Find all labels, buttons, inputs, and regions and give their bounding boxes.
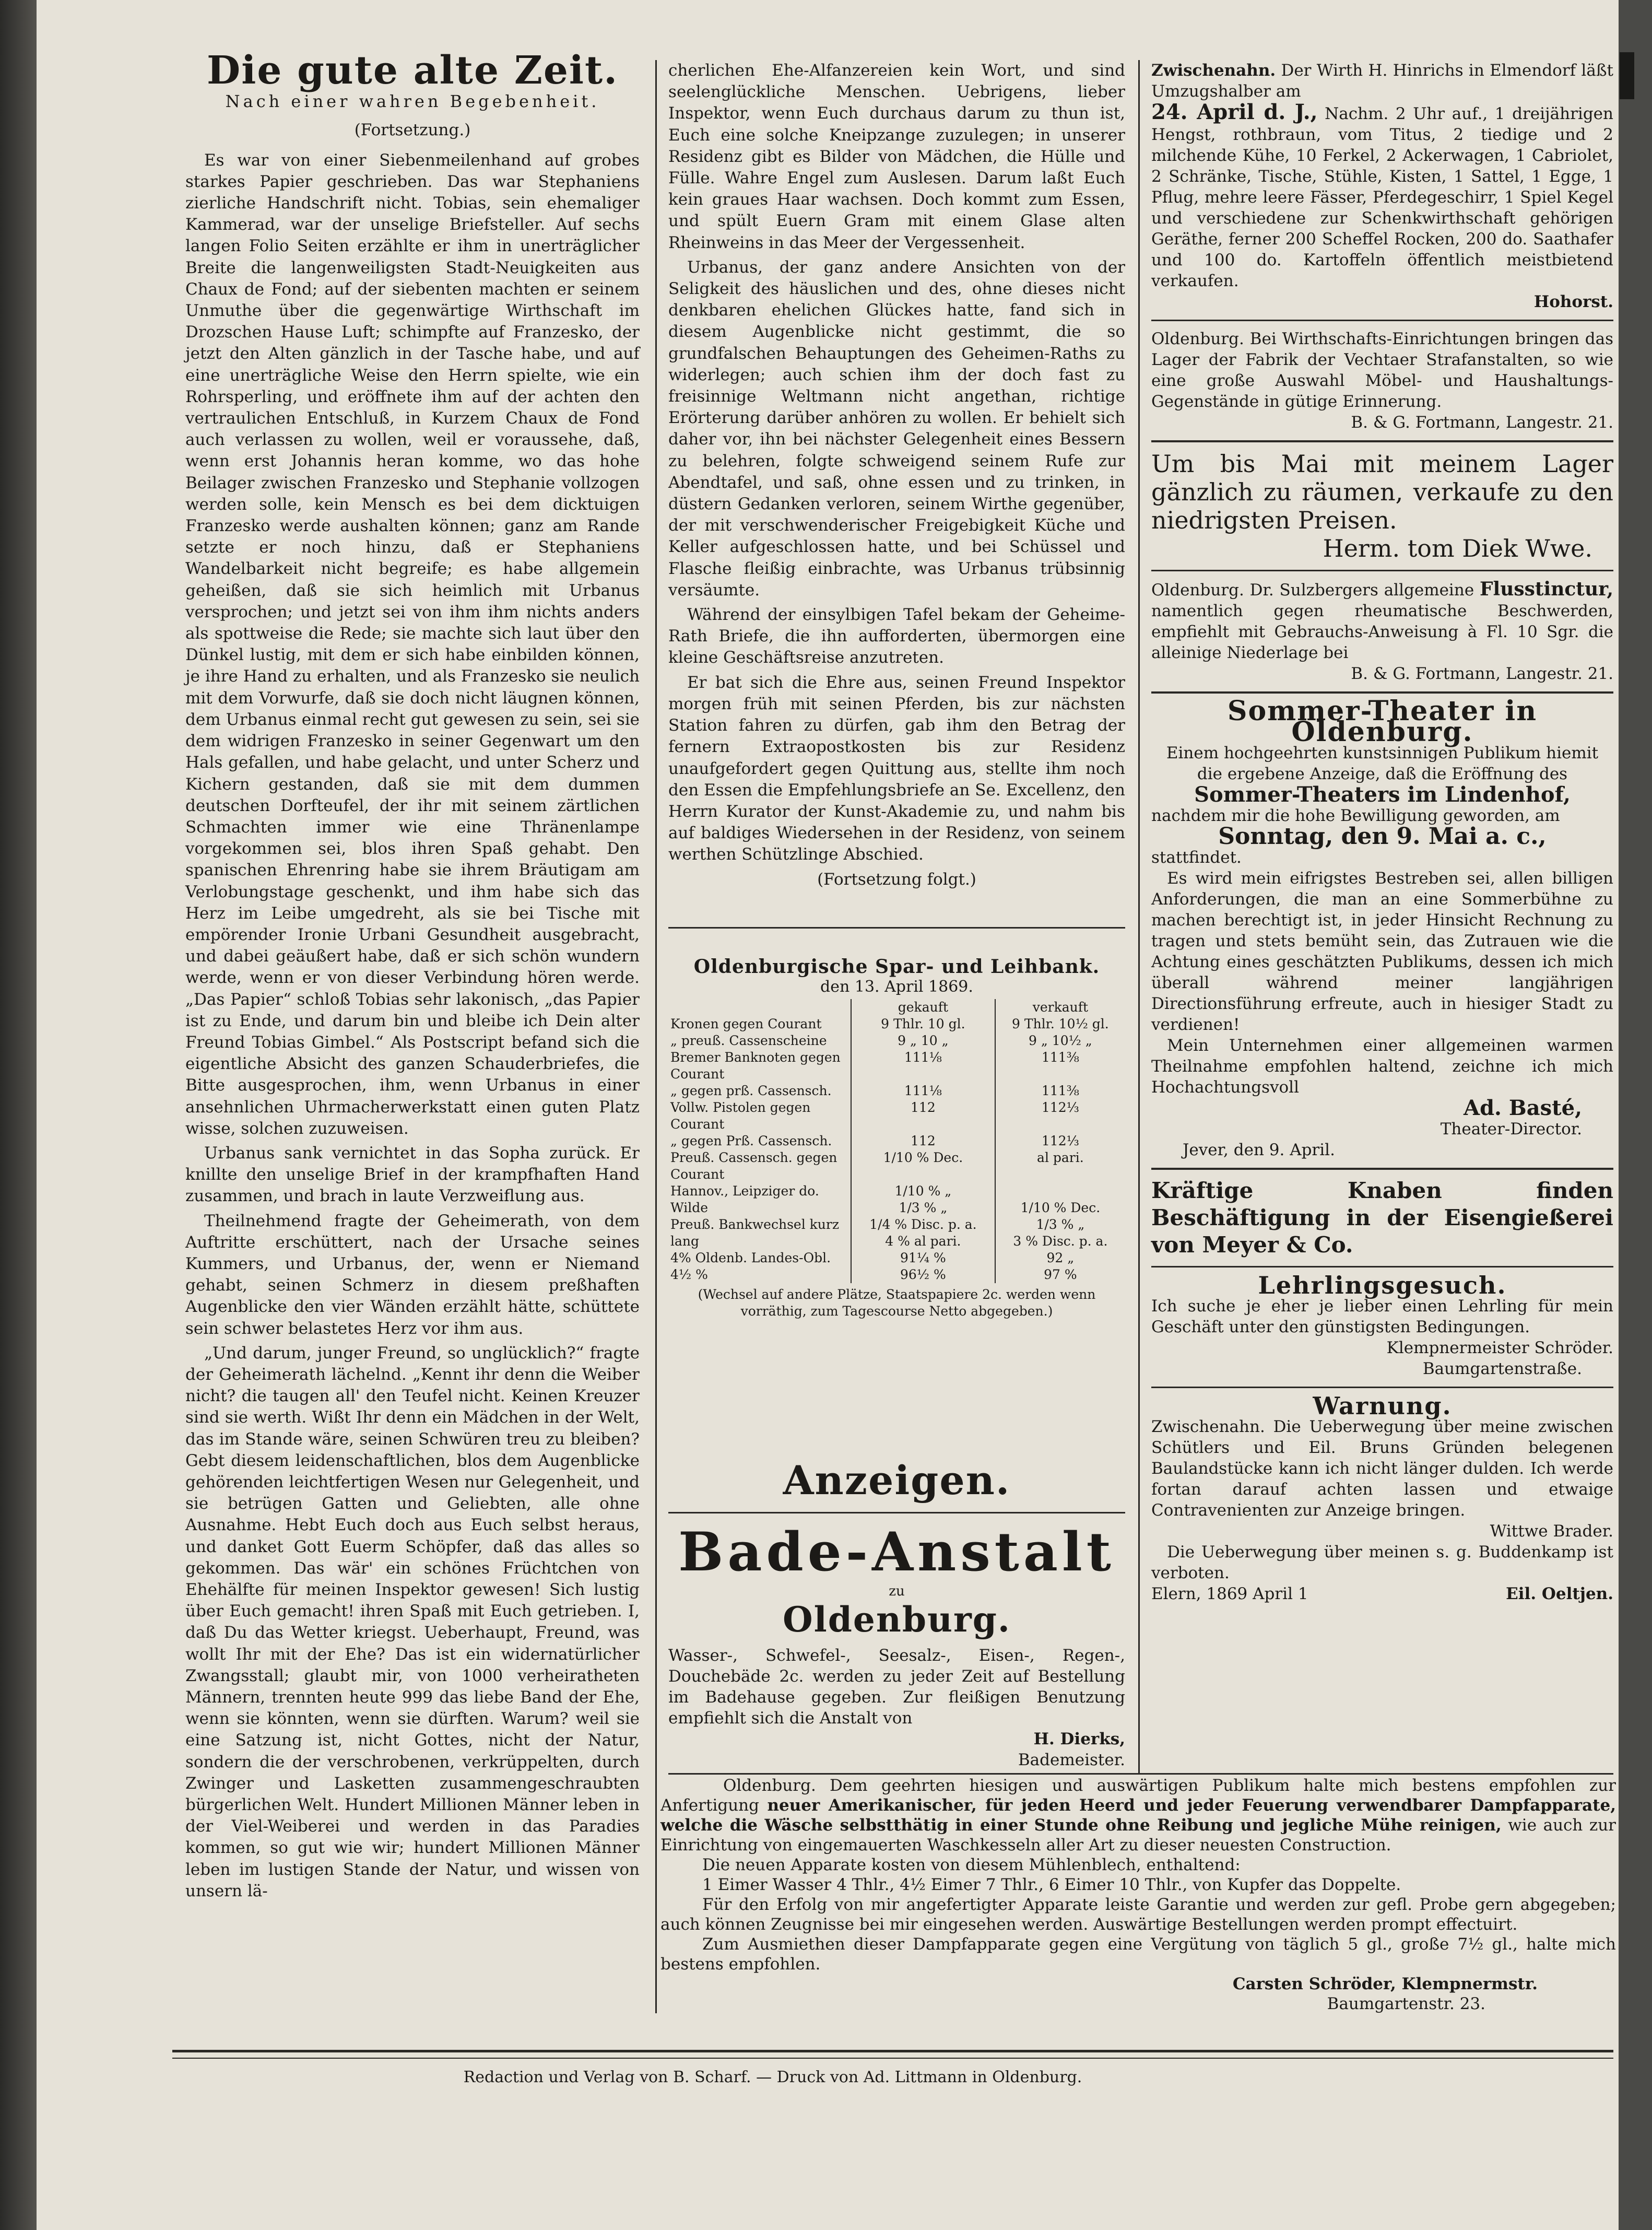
- dampf-text5: Für den Erfolg von mir angefertigter Apparate leiste Garantie und werden zur gefl. Probe gern abgegeben; auch können Zeugnisse bei mir eingesehen werden. Auswärtige Bestellungen werden prompt effectuirt.: [660, 1895, 1616, 1934]
- story-paragraph: Während der einsylbigen Tafel bekam der Geheime-Rath Briefe, die ihn aufforderten, übermorgen eine kleine Geschäftsreise anzutreten.: [668, 605, 1125, 667]
- row-sold: 111⅜: [995, 1049, 1125, 1083]
- row-bought: 1/3 % „: [851, 1200, 995, 1216]
- dampf-bold1: neuer Amerikanischer, für jeden Heerd und jeder Feuerung verwendbarer Dampfapparate, welche die Wäsche selbstthätig in einer Stunde ohne Reibung und jegliche Mühe reinigen,: [660, 1796, 1616, 1835]
- row-sold: 1/3 % „: [995, 1216, 1125, 1233]
- row-name: Bremer Banknoten gegen Courant: [670, 1050, 841, 1082]
- lehr-address: Baumgartenstraße.: [1422, 1359, 1582, 1378]
- theater-text5: Mein Unternehmen einer allgemeinen warmen Theilnahme empfohlen haltend, zeichne ich mich Hochachtungsvoll: [1151, 1036, 1613, 1097]
- table-row: [668, 1216, 1125, 1233]
- row-bought: 96½ %: [851, 1266, 995, 1283]
- row-bought: 112: [851, 1099, 995, 1133]
- row-name: 4% Oldenb. Landes-Obl.: [670, 1250, 831, 1265]
- theater-place: Jever, den 9. April.: [1183, 1141, 1335, 1159]
- row-name: lang: [670, 1234, 700, 1249]
- sulz-text1: Oldenburg. Dr. Sulzbergers allgemeine: [1151, 581, 1474, 600]
- row-sold: 111⅜: [995, 1083, 1125, 1099]
- theater-text2: nachdem mir die hohe Bewilligung geworden, am: [1151, 806, 1560, 825]
- story-paragraph: Er bat sich die Ehre aus, seinen Freund Inspektor morgen früh mit seinen Pferden, bis zur nächsten Station fahren zu dürfen, gab ihm den Betrag der fernern Extraopostkosten bis zur Residenz unaufgefordert gegen Quittung aus, stellte ihm noch den Essen die Empfehlungsbriefe an Se. Excellenz, den Herrn Kurator der Kunst-Akademie zu, und nahm bis auf baldiges Wiedersehen in der Residenz, von seinem werthen Schützlinge Abschied.: [668, 673, 1125, 864]
- row-name: Wilde: [670, 1200, 709, 1215]
- bank-title: Oldenburgische Spar- und Leihbank.: [693, 956, 1100, 978]
- bade-title: Bade-Anstalt: [678, 1521, 1115, 1583]
- row-sold: 9 Thlr. 10½ gl.: [995, 1016, 1125, 1032]
- table-row: [668, 1266, 1125, 1283]
- section-divider: [668, 927, 1125, 929]
- dampf-signature: Carsten Schröder, Klempnermstr.: [1232, 1975, 1538, 1993]
- section-divider: [668, 1773, 1613, 1775]
- ad-divider: [1151, 1266, 1613, 1267]
- row-bought: 111⅛: [851, 1083, 995, 1099]
- dampf-text4: 1 Eimer Wasser 4 Thlr., 4½ Eimer 7 Thlr., 6 Eimer 10 Thlr., von Kupfer das Doppelte.: [702, 1875, 1401, 1894]
- theater-text1: Einem hochgeehrten kunstsinnigen Publikum hiemit die ergebene Anzeige, daß die Eröffnung des: [1166, 744, 1599, 783]
- story-continued-note: (Fortsetzung.): [354, 121, 471, 140]
- table-row: [668, 1233, 1125, 1250]
- table-row: [668, 1183, 1125, 1200]
- row-bought: 4 % al pari.: [851, 1233, 995, 1250]
- table-row: [668, 1049, 1125, 1083]
- sulz-signature: B. & G. Fortmann, Langestr. 21.: [1351, 664, 1613, 683]
- zw-signature: Hohorst.: [1533, 292, 1613, 311]
- table-row: [668, 1032, 1125, 1049]
- story-to-be-continued: (Fortsetzung folgt.): [817, 870, 976, 889]
- zw-text1: Der Wirth H. Hinrichs in Elmendorf läßt Umzugshalber am: [1151, 61, 1613, 101]
- row-name: Vollw. Pistolen gegen Courant: [670, 1100, 811, 1132]
- lehr-title: Lehrlingsgesuch.: [1258, 1271, 1507, 1299]
- row-name: 4½ %: [670, 1267, 708, 1282]
- dampf-text2: wie auch zur Einrichtung von eingemauerten Waschkesseln aller Art zu dieser neuesten Construction.: [660, 1816, 1616, 1855]
- row-name: „ gegen prß. Cassensch.: [670, 1083, 832, 1098]
- row-name: „ gegen Prß. Cassensch.: [670, 1133, 832, 1148]
- theater-text4: Es wird mein eifrigstes Bestreben sei, allen billigen Anforderungen, die man an eine Sommerbühne zu machen berechtigt ist, in jeder Hinsicht Rechnung zu tragen und stets bemüht sein, das Zutrauen wie die Achtung eines geschätzten Publikums, dessen ich mich überall während meiner langjährigen Directionsführung erfreute, auch in hiesiger Stadt zu verdienen!: [1151, 869, 1613, 1034]
- section-divider: [668, 1512, 1125, 1513]
- warn-text1: Zwischenahn. Die Ueberwegung über meine zwischen Schütlers und Eil. Bruns Gründen belegenen Baulandstücke kann ich nicht länger dulden. Ich werde fortan darauf achten lassen und etwaige Contravenienten zur Anzeige bringen.: [1151, 1417, 1613, 1520]
- warn-signature2: Eil. Oeltjen.: [1506, 1585, 1613, 1603]
- story-paragraph: cherlichen Ehe-Alfanzereien kein Wort, und sind seelenglückliche Menschen. Uebrigens, lieber Inspektor, wenn Euch durchaus darum zu thun ist, Euch eine solche Kneipzange zuzulegen; in unserer Residenz gibt es Bilder von Mädchen, die Hülle und Fülle. Wahre Engel zum Auslesen. Darum laßt Euch kein graues Haar wachsen. Doch kommt zum Essen, und spült Euern Gram mit einem Glase alten Rheinweins in das Meer der Vergessenheit.: [668, 61, 1125, 252]
- zw-title: Zwischenahn.: [1151, 61, 1276, 80]
- row-sold: 9 „ 10½ „: [995, 1032, 1125, 1049]
- row-sold: 97 %: [995, 1266, 1125, 1283]
- imprint-footer: Redaction und Verlag von B. Scharf. — Druck von Ad. Littmann in Oldenburg.: [463, 2068, 1082, 2086]
- bank-col-bought: gekauft: [851, 999, 995, 1016]
- bank-col-sold: verkauft: [995, 999, 1125, 1016]
- story-paragraph: Es war von einer Siebenmeilenhand auf grobes starkes Papier geschrieben. Das war Stephaniens zierliche Handschrift nicht. Tobias, sein ehemaliger Kammerad, war der unselige Briefsteller. Auf sechs langen Folio Seiten erzählte er ihm in unerträglicher Breite die langenweiligsten Stadt-Neuigkeiten aus Chaux de Fond; auf der siebenten machten er seinem Unmuthe über die gegenwärtige Wirthschaft im Drozschen Hause Luft; schimpfte auf Franzesko, der jetzt den Alten gänzlich in der Tasche habe, und auf eine unerträgliche Weise den Herrn spielte, wie ein Rohrsperling, und eröffnete ihm auf der achten den vertraulichen Entschluß, in Kurzem Chaux de Fond auch verlassen zu wollen, weil er voraussehe, daß, wenn erst Johannis heran komme, wo das hohe Beilager zwischen Franzesko und Stephanie vollzogen werden solle, kein Mensch es bei dem dicktuigen Franzesko werde aushalten können; ganz am Rande setzte er noch hinzu, daß er Stephaniens Wandelbarkeit nicht begreife; es habe allgemein geheißen, daß sie sich heimlich mit Urbanus versprochen; und jetzt sei von ihm ihm nichts anders als spottweise die Rede; sie machte sich laut über den Dünkel lustig, mit dem er sich habe einbilden können, je ihre Hand zu erhalten, und als Franzesko sie neulich mit dem Vorwurfe, daß sie doch nicht läugnen können, dem Urbanus einmal recht gut gewesen zu sein, sei sie dem widrigen Franzesko in seiner Gegenwart um den Hals gefallen, und habe gelacht, und unter Scherz und Kichern gestanden, daß sie mit dem dummen deutschen Dorfteufel, der ihr mit seinem zärtlichen Schmachten immer wie eine Thränenlampe vorgekommen sei, blos ihren Spaß gehabt. Den spanischen Ehrenring habe sie ihrem Bräutigam am Verlobungstage geschenkt, und ihm habe sich das Herz im Leibe umgedreht, als sie bei Tische mit empörender Ironie Urbani Gesundheit ausgebracht, und dabei geäußert habe, daß er sich schön wundern werde, wenn er von dieser Verbindung hören werde. „Das Papier“ schloß Tobias sehr lakonisch, „das Papier ist zu Ende, und darum bin und bleibe ich Dein alter Freund Tobias Gimbel.“ Als Postscript befand sich die eigentliche Absicht des ganzen Schauderbriefes, die Bitte ausgesprochen, ihm, wenn Urbanus in einer ansehnlichen Uhrmacherwerkstatt einen guten Platz wisse, solchen zuzuweisen.: [185, 150, 640, 1138]
- story-paragraph: Urbanus, der ganz andere Ansichten von der Seligkeit des häuslichen und des, ohne dieses nicht denkbaren ehelichen Glückes hatte, fand sich in diesem Augenblicke nicht gestimmt, die so grundfalschen Behauptungen des Geheimen-Raths zu widerlegen; auch schien ihm der doch fast zu freisinnige Weltmann nicht angethan, richtige Erörterung darüber anhören zu wollen. Er behielt sich daher vor, ihn bei nächster Gelegenheit eines Bessern zu belehren, folgte schweigend seinem Rufe zur Abendtafel, und saß, ohne essen und zu trinken, in düstern Gedanken verloren, seinem Wirthe gegenüber, der mit verschwenderischer Freigebigkeit Küche und Keller aufgeschlossen hatte, und bei Schüssel und Flasche fleißig einbrachte, was Urbanus trübsinnig versäumte.: [668, 257, 1125, 600]
- zw-text2: Nachm. 2 Uhr auf., 1 dreijährigen Hengst, rothbraun, vom Titus, 2 tiedige und 2 milchende Kühe, 10 Ferkel, 2 Ackerwagen, 1 Cabriolet, 2 Schränke, Tische, Stühle, Kisten, 1 Sattel, 1 Egge, 1 Pflug, mehre leere Fässer, Pferdegeschirr, 1 Spiel Kegel und verschiedene zur Schenkwirthschaft gehörigen Geräthe, ferner 200 Scheffel Rocken, 200 do. Saathafer und 100 do. Kartoffeln öffentlich meistbietend verkaufen.: [1151, 104, 1613, 290]
- mai-text: Um bis Mai mit meinem Lager gänzlich zu räumen, verkaufe zu den niedrigsten Preisen.: [1151, 450, 1613, 534]
- row-sold: 112⅓: [995, 1133, 1125, 1149]
- story-paragraph: Theilnehmend fragte der Geheimerath, von dem Auftritte erschüttert, nach der Ursache seines Kummers, und Urbanus, der, wenn er Niemand gehabt, seinen Schmerz in diesem preßhaften Augenblicke den vier Wänden erzählt hätte, schüttete sein schwer belastetes Herz vor ihm aus.: [185, 1211, 640, 1338]
- ad-divider: [1151, 570, 1613, 571]
- binding-spine: [0, 0, 37, 2230]
- table-row: [668, 1083, 1125, 1099]
- bade-signature: H. Dierks,: [1033, 1730, 1125, 1748]
- story-column-2: [668, 60, 1125, 890]
- theater-title: Sommer-Theater in Oldenburg.: [1227, 695, 1538, 748]
- row-bought: 91¼ %: [851, 1250, 995, 1266]
- table-row: [668, 1200, 1125, 1216]
- bank-date: den 13. April 1869.: [820, 978, 973, 996]
- row-name: Preuß. Bankwechsel kurz: [670, 1217, 840, 1232]
- row-bought: 1/4 % Disc. p. a.: [851, 1216, 995, 1233]
- bade-text: Wasser-, Schwefel-, Seesalz-, Eisen-, Regen-, Douchebäde 2c. werden zu jeder Zeit auf Bestellung im Badehause gegeben. Zur fleißigen Benutzung empfiehlt sich die Anstalt von: [668, 1646, 1125, 1728]
- ad-divider: [1151, 1168, 1613, 1170]
- warn-footer: [1151, 1583, 1613, 1604]
- warn-title: Warnung.: [1313, 1392, 1452, 1420]
- classifieds-column: [1151, 60, 1613, 1604]
- row-sold: [995, 1183, 1125, 1200]
- row-sold: 3 % Disc. p. a.: [995, 1233, 1125, 1250]
- table-row: [668, 1133, 1125, 1149]
- zw-date: 24. April d. J.,: [1151, 100, 1318, 124]
- story-column-1: [185, 48, 640, 1905]
- column-divider: [1138, 60, 1140, 1773]
- bade-zu: zu: [889, 1583, 905, 1599]
- dampf-address: Baumgartenstr. 23.: [1327, 1994, 1485, 2013]
- theater-signature: Ad. Basté,: [1464, 1096, 1582, 1120]
- page-tab-marker: [1620, 52, 1634, 99]
- bank-rates: [668, 956, 1125, 1320]
- warn-signature1: Wittwe Brader.: [1490, 1522, 1613, 1541]
- dampfapparate-ad: [660, 1776, 1616, 2014]
- row-sold: 112⅓: [995, 1099, 1125, 1133]
- bade-role: Bademeister.: [1018, 1751, 1125, 1769]
- row-sold: 1/10 % Dec.: [995, 1200, 1125, 1216]
- sulz-bold: Flusstinctur,: [1479, 578, 1613, 600]
- old1-signature: B. & G. Fortmann, Langestr. 21.: [1351, 413, 1613, 432]
- dampf-text1: Oldenburg. Dem geehrten hiesigen und auswärtigen Publikum halte mich bestens empfohlen zur Anfertigung: [660, 1776, 1616, 1815]
- row-bought: 1/10 % „: [851, 1183, 995, 1200]
- column-divider: [655, 60, 657, 2013]
- row-name: „ preuß. Cassenscheine: [670, 1033, 827, 1048]
- ad-divider: [1151, 691, 1613, 694]
- row-sold: 92 „: [995, 1250, 1125, 1266]
- story-subtitle: Nach einer wahren Begebenheit.: [225, 91, 600, 112]
- theater-bold2: Sonntag, den 9. Mai a. c.,: [1218, 823, 1547, 850]
- theater-text3: stattfindet.: [1151, 848, 1242, 867]
- ad-divider: [1151, 440, 1613, 442]
- theater-role: Theater-Director.: [1440, 1120, 1582, 1139]
- table-row: [668, 1149, 1125, 1183]
- lehr-signature: Klempnermeister Schröder.: [1386, 1339, 1613, 1357]
- table-row: [668, 1016, 1125, 1032]
- table-row: [668, 1250, 1125, 1266]
- row-bought: 112: [851, 1133, 995, 1149]
- lehr-text: Ich suche je eher je lieber einen Lehrling für mein Geschäft unter den günstigsten Bedingungen.: [1151, 1297, 1613, 1336]
- row-bought: 111⅛: [851, 1049, 995, 1083]
- knaben-text: Kräftige Knaben finden Beschäftigung in der Eisengießerei von Meyer & Co.: [1151, 1178, 1613, 1258]
- bade-text-block: [668, 1645, 1125, 1770]
- row-bought: 9 Thlr. 10 gl.: [851, 1016, 995, 1032]
- table-header-row: [668, 999, 1125, 1016]
- mai-signature: Herm. tom Diek Wwe.: [1323, 534, 1592, 562]
- old1-text: Oldenburg. Bei Wirthschafts-Einrichtungen bringen das Lager der Fabrik der Vechtaer Strafanstalten, so wie eine große Auswahl Möbel- und Haushaltungs-Gegenstände in gütige Erinnerung.: [1151, 330, 1613, 411]
- dampf-text6: Zum Ausmiethen dieser Dampfapparate gegen eine Vergütung von täglich 5 gl., große 7½ gl., halte mich bestens empfohlen.: [660, 1935, 1616, 1974]
- dampf-text3: Die neuen Apparate kosten von diesem Mühlenblech, enthaltend:: [702, 1856, 1241, 1874]
- anzeigen-heading: Anzeigen.: [783, 1457, 1011, 1504]
- bade-anstalt-ad: [668, 1457, 1125, 1770]
- story-paragraph: Urbanus sank vernichtet in das Sopha zurück. Er knillte den unselige Brief in der krampfhaften Hand zusammen, und brach in laute Verzweiflung aus.: [185, 1143, 640, 1206]
- page-edge: [1619, 0, 1652, 2230]
- row-bought: 1/10 % Dec.: [851, 1149, 995, 1183]
- bank-rates-table: [668, 999, 1125, 1283]
- story-paragraph: „Und darum, junger Freund, so unglücklich?“ fragte der Geheimerath lächelnd. „Kennt ihr denn die Weiber nicht? die taugen all' den Teufel nicht. Keinen Kreuzer sind sie werth. Wißt Ihr denn ein Mädchen in der Welt, das im Stande wäre, seinen Schwüren treu zu bleiben? Gebt diesem leidenschaftlichen, blos dem Augenblicke gehörenden leichtfertigen Wesen nur Gelegenheit, und sie betrügen Gatten und Geliebten, alle ohne Ausnahme. Hebt Euch doch aus Euch selbst heraus, und danket Gott Euerm Schöpfer, daß das alles so gekommen. Das wär' ein schönes Früchtchen von Ehehälfte für meinen Inspektor gewesen! Sich lustig über Euch gemacht! ihren Spaß mit Euch getrieben. I, daß Du das Wetter kriegst. Ueberhaupt, Freund, was wollt Ihr mit der Ehe? Das ist ein widernatürlicher Zwangsstall; glaubt mir, von 1000 verheiratheten Männern, trennten heute 999 das liebe Band der Ehe, wenn sie könnten, wenn sie dürften. Warum? weil sie eine Satzung ist, nicht Gottes, nicht der Natur, sondern die der verschrobenen, verkrüppelten, durch Zwinger und Lasketten zusammengeschraubten bürgerlichen Welt. Hundert Millionen Männer leben in der Viel-Weiberei und werden in das Paradies kommen, so gut wie wir; hundert Millionen Männer leben im lustigen Stande der Natur, und wissen von unsern lä-: [185, 1343, 640, 1900]
- bank-note: (Wechsel auf andere Plätze, Staatspapiere 2c. werden wenn vorräthig, zum Tagescourse Netto abgegeben.): [698, 1287, 1096, 1319]
- row-name: Preuß. Cassensch. gegen Courant: [670, 1150, 837, 1182]
- warn-text2: Die Ueberwegung über meinen s. g. Buddenkamp ist verboten.: [1151, 1543, 1613, 1582]
- row-name: Kronen gegen Courant: [670, 1016, 822, 1031]
- table-row: [668, 1099, 1125, 1133]
- warn-place: Elern, 1869 April 1: [1151, 1585, 1308, 1603]
- footer-rule: [172, 2050, 1613, 2059]
- bade-city: Oldenburg.: [783, 1599, 1011, 1640]
- sulz-text2: namentlich gegen rheumatische Beschwerden, empfiehlt mit Gebrauchs-Anweisung à Fl. 10 Sgr. die alleinige Niederlage bei: [1151, 602, 1613, 662]
- theater-bold1: Sommer-Theaters im Lindenhof,: [1194, 782, 1571, 807]
- ad-divider: [1151, 1387, 1613, 1388]
- ad-divider: [1151, 320, 1613, 321]
- row-sold: al pari.: [995, 1149, 1125, 1183]
- row-bought: 9 „ 10 „: [851, 1032, 995, 1049]
- story-title: Die gute alte Zeit.: [207, 48, 618, 93]
- row-name: Hannov., Leipziger do.: [670, 1183, 819, 1199]
